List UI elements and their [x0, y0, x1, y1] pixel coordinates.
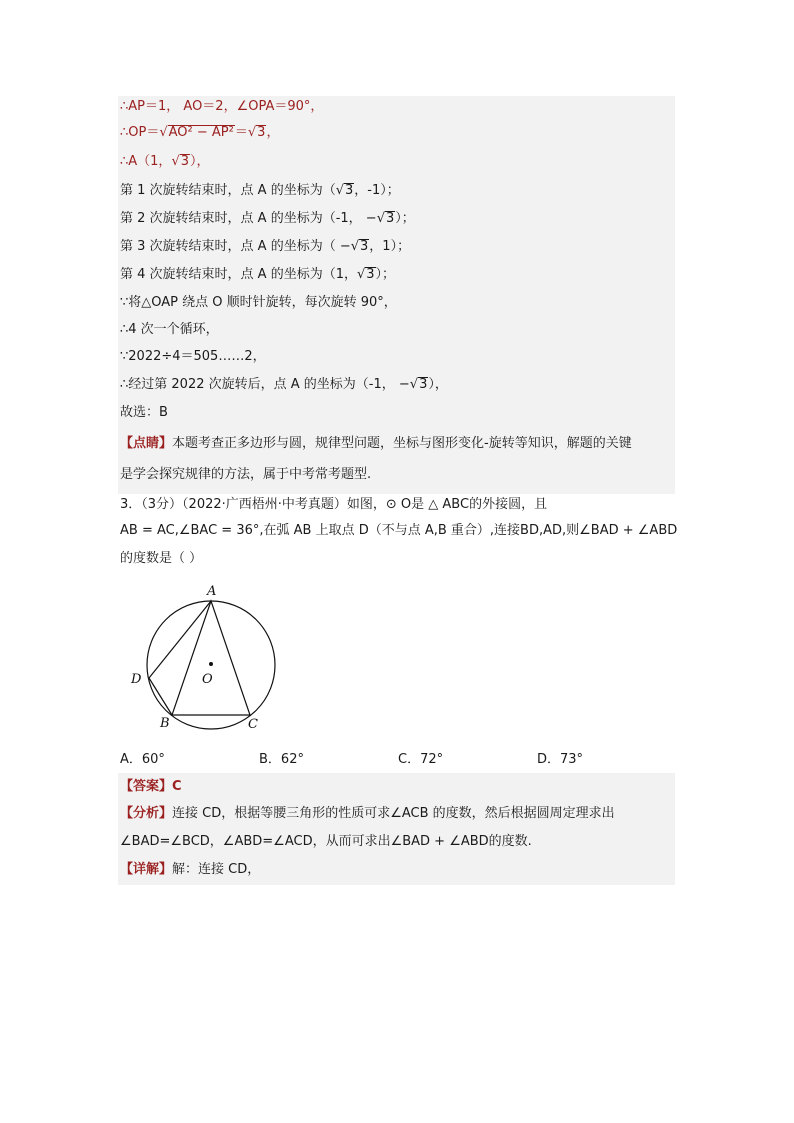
- question-line-1: 3．（3分）（2022·广西梧州·中考真题）如图，⊙ O是 △ ABC的外接圆，且: [120, 497, 548, 512]
- analysis-line-1: 【分析】连接 CD，根据等腰三角形的性质可求∠ACB 的度数，然后根据圆周定理求出: [120, 806, 615, 821]
- segment-ad: [149, 601, 211, 678]
- option-a: A．60°: [120, 752, 165, 767]
- label-a: A: [207, 584, 217, 599]
- solution-line-12: 故选：B: [120, 405, 168, 420]
- comment-line-2: 是学会探究规律的方法，属于中考常考题型.: [120, 467, 372, 482]
- solution-line-8: ∵将△OAP 绕点 O 顺时针旋转，每次旋转 90°，: [120, 295, 397, 310]
- question-line-2: AB = AC,∠BAC = 36°,在弧 AB 上取点 D（不与点 A,B 重合）,连接BD,AD,则∠BAD + ∠ABD: [120, 523, 678, 538]
- label-d: D: [131, 672, 142, 687]
- option-b: B．62°: [259, 752, 304, 767]
- solution-line-2: ∴OP＝√AO² − AP²＝√3，: [120, 125, 280, 140]
- solution-line-9: ∴4 次一个循环，: [120, 322, 219, 337]
- solution-line-11: ∴经过第 2022 次旋转后，点 A 的坐标为（-1， −√3），: [120, 377, 448, 392]
- segment-bd: [149, 678, 172, 715]
- solution-line-1: ∴AP＝1， AO＝2，∠OPA＝90°，: [120, 99, 324, 114]
- question-line-3: 的度数是（ ）: [120, 551, 203, 566]
- detail-line: 【详解】解：连接 CD，: [120, 862, 261, 877]
- solution-line-10: ∵2022÷4＝505……2，: [120, 349, 266, 364]
- label-c: C: [248, 717, 258, 732]
- solution-line-3: ∴A（1，√3），: [120, 154, 210, 169]
- answer-line: 【答案】C: [120, 779, 182, 794]
- label-o: O: [202, 672, 213, 687]
- analysis-line-2: ∠BAD=∠BCD，∠ABD=∠ACD，从而可求出∠BAD + ∠ABD的度数.: [120, 834, 532, 849]
- option-d: D．73°: [537, 752, 584, 767]
- center-point: [209, 662, 213, 666]
- option-c: C．72°: [398, 752, 444, 767]
- label-b: B: [160, 716, 170, 731]
- circle-figure: [120, 580, 320, 740]
- solution-line-6: 第 3 次旋转结束时，点 A 的坐标为（ −√3，1）；: [120, 239, 411, 254]
- solution-line-4: 第 1 次旋转结束时，点 A 的坐标为（√3，-1）；: [120, 183, 400, 198]
- comment-line-1: 【点睛】本题考查正多边形与圆，规律型问题，坐标与图形变化-旋转等知识，解题的关键: [120, 436, 632, 451]
- triangle-abc: [172, 601, 250, 715]
- solution-line-5: 第 2 次旋转结束时，点 A 的坐标为（-1， −√3）；: [120, 211, 415, 226]
- solution-line-7: 第 4 次旋转结束时，点 A 的坐标为（1，√3）；: [120, 267, 396, 282]
